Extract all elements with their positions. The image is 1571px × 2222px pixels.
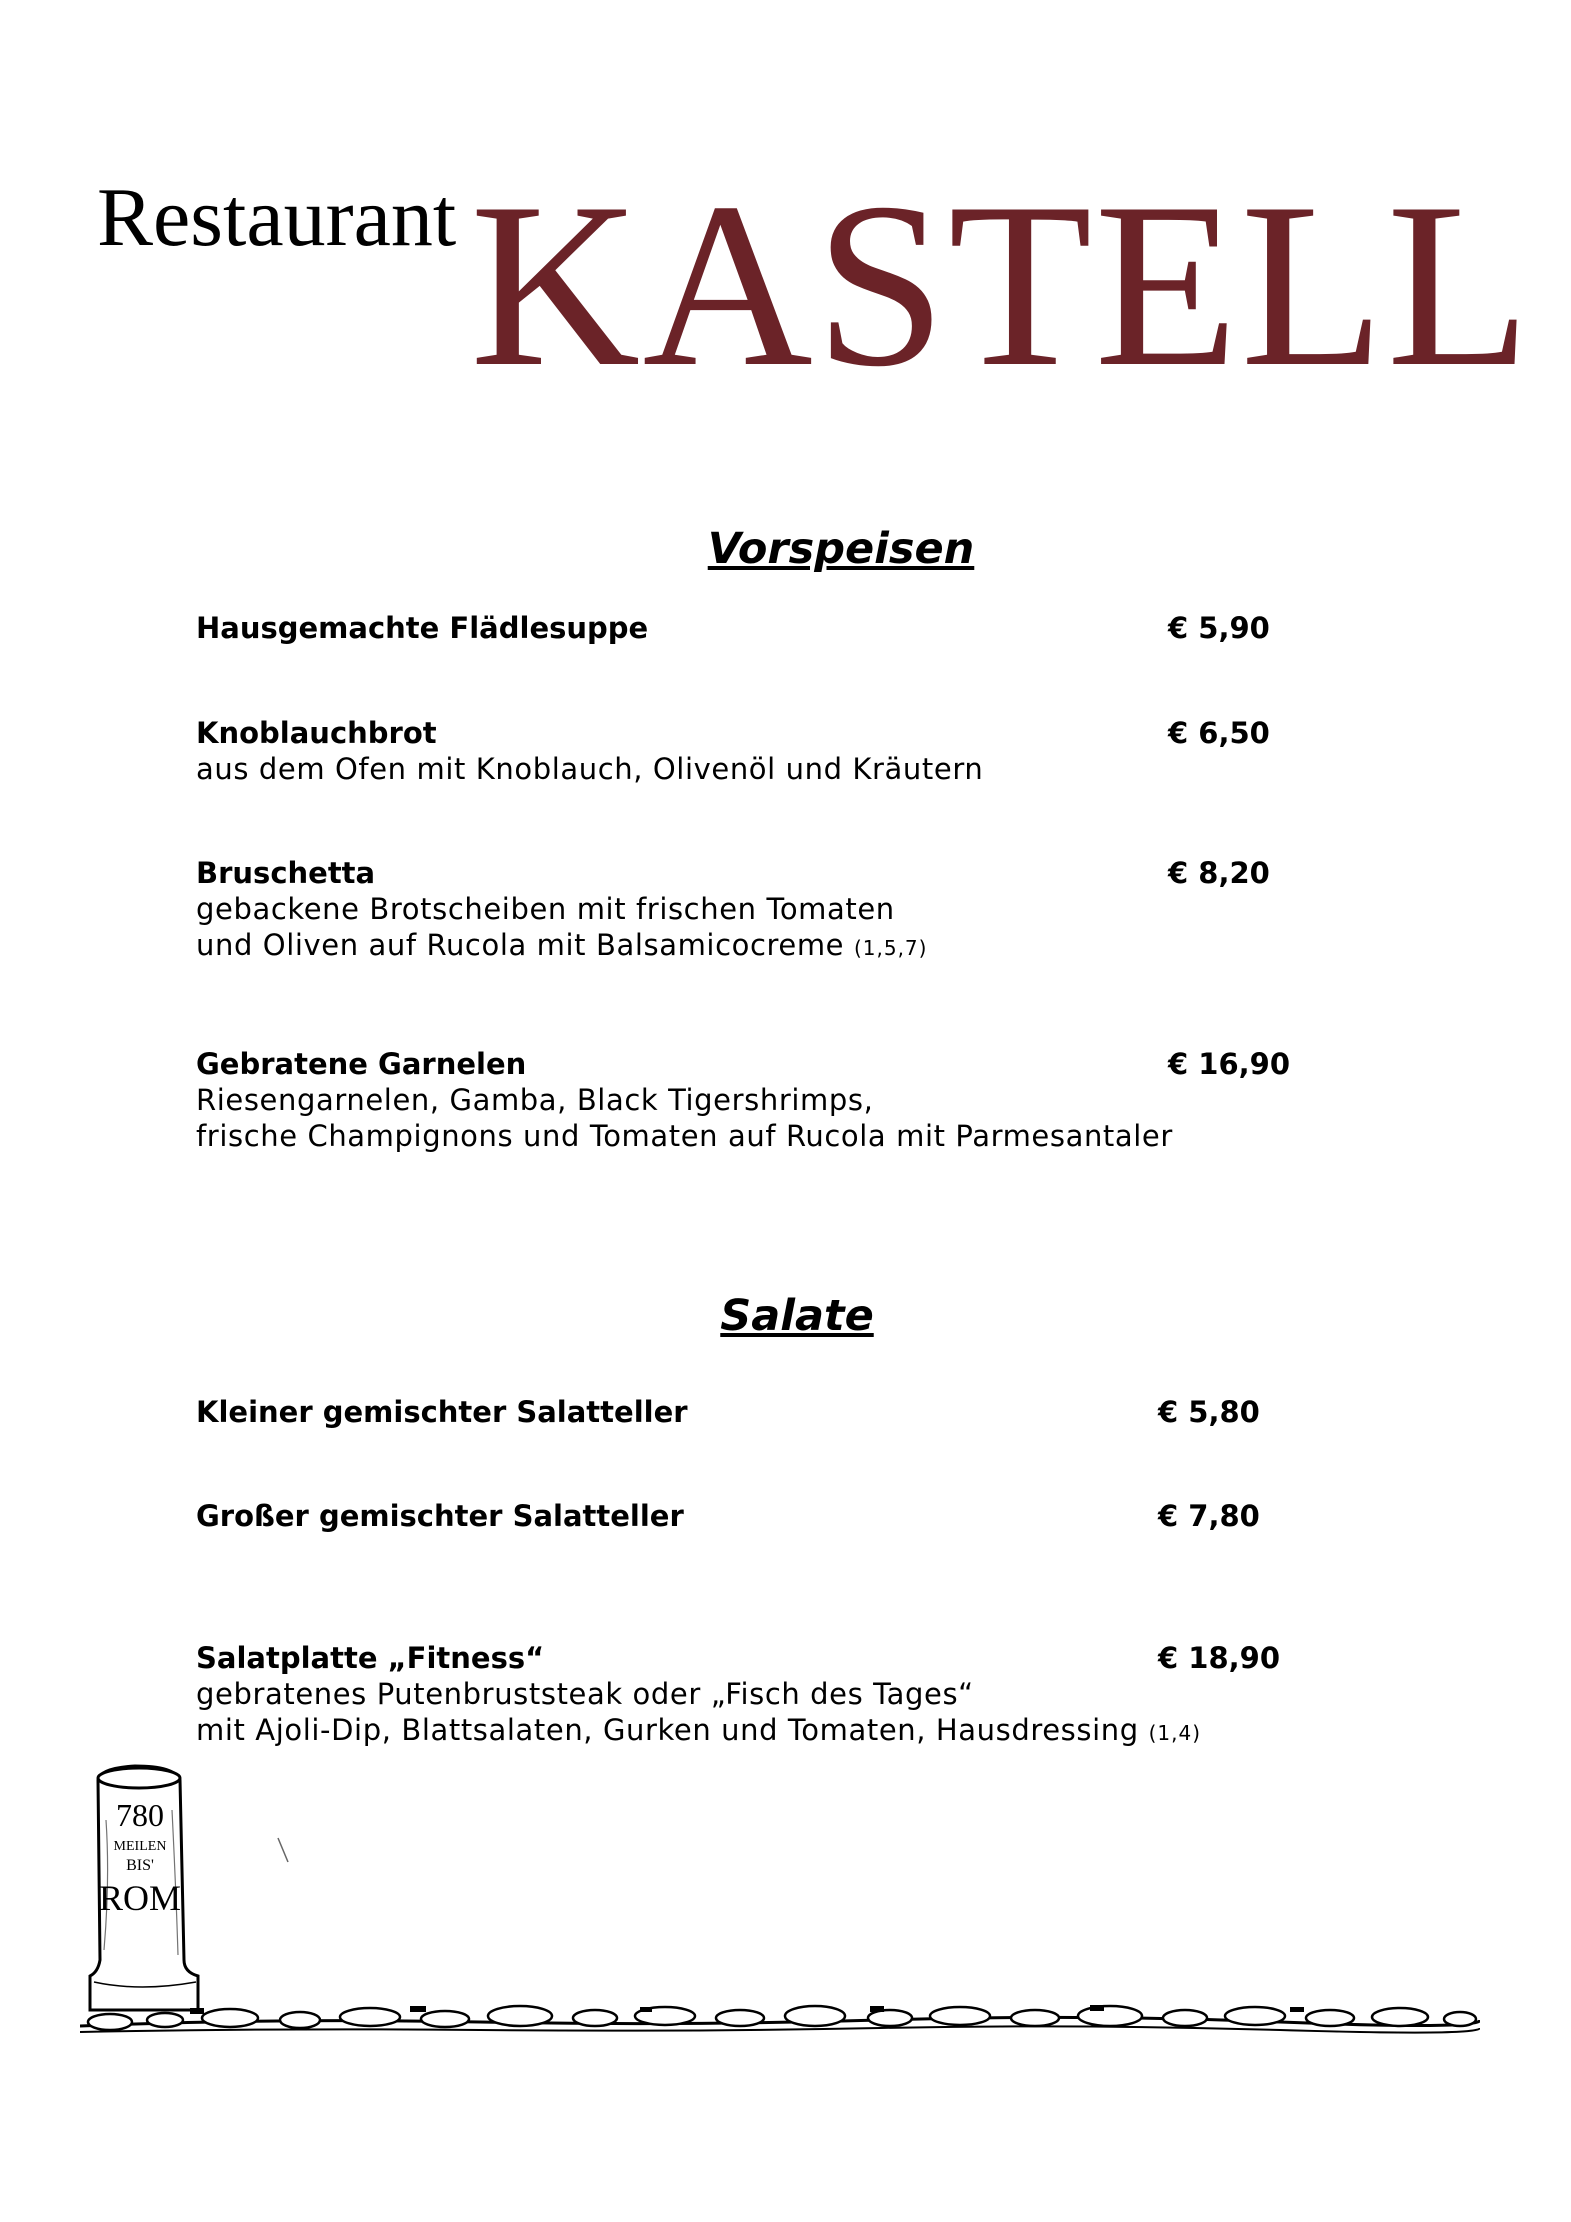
item-name: Salatplatte „Fitness“ [196,1641,545,1675]
item-name: Kleiner gemischter Salatteller [196,1395,688,1429]
item-price: € 6,50 [1168,716,1270,750]
item-description: aus dem Ofen mit Knoblauch, Olivenöl und Kräutern [196,752,984,786]
item-price: € 5,90 [1168,611,1270,645]
item-description: gebratenes Putenbruststeak oder „Fisch des Tages“ [196,1677,974,1711]
item-price: € 5,80 [1158,1395,1260,1429]
section-title-vorspeisen: Vorspeisen [707,524,975,574]
menu-item [196,1640,1346,1751]
menu-item [196,715,1346,787]
item-name: Bruschetta [196,856,376,890]
menu-item [196,855,1346,966]
item-description: Riesengarnelen, Gamba, Black Tigershrimps, [196,1083,874,1117]
stone-wall-illustration [80,1990,1480,2040]
section-title-salate: Salate [720,1291,874,1341]
item-price: € 7,80 [1158,1499,1260,1533]
grass-stroke-icon [276,1836,290,1866]
menu-item [196,610,1346,646]
item-name: Hausgemachte Flädlesuppe [196,611,649,645]
menu-item [196,1046,1346,1154]
item-description: gebackene Brotscheiben mit frischen Tomaten [196,892,895,926]
item-description: und Oliven auf Rucola mit Balsamicocreme (1,5,7) [196,928,928,962]
menu-item [196,1498,1346,1534]
milestone-text: 780 [116,1797,164,1833]
item-price: € 16,90 [1168,1047,1291,1081]
item-name: Großer gemischter Salatteller [196,1499,684,1533]
milestone-text: MEILEN [113,1839,167,1854]
item-price: € 18,90 [1158,1641,1281,1675]
item-name: Knoblauchbrot [196,716,437,750]
menu-item [196,1394,1346,1430]
item-description: mit Ajoli-Dip, Blattsalaten, Gurken und Tomaten, Hausdressing (1,4) [196,1713,1202,1747]
restaurant-label: Restaurant [97,171,457,264]
restaurant-brand-name: KASTELL [470,155,1533,416]
allergen-codes: (1,5,7) [853,936,928,960]
item-name: Gebratene Garnelen [196,1047,527,1081]
allergen-codes: (1,4) [1148,1721,1202,1745]
milestone-text: ROM [98,1878,182,1918]
milestone-text: BIS' [126,1857,154,1874]
item-price: € 8,20 [1168,856,1270,890]
item-description: frische Champignons und Tomaten auf Rucola mit Parmesantaler [196,1119,1173,1153]
